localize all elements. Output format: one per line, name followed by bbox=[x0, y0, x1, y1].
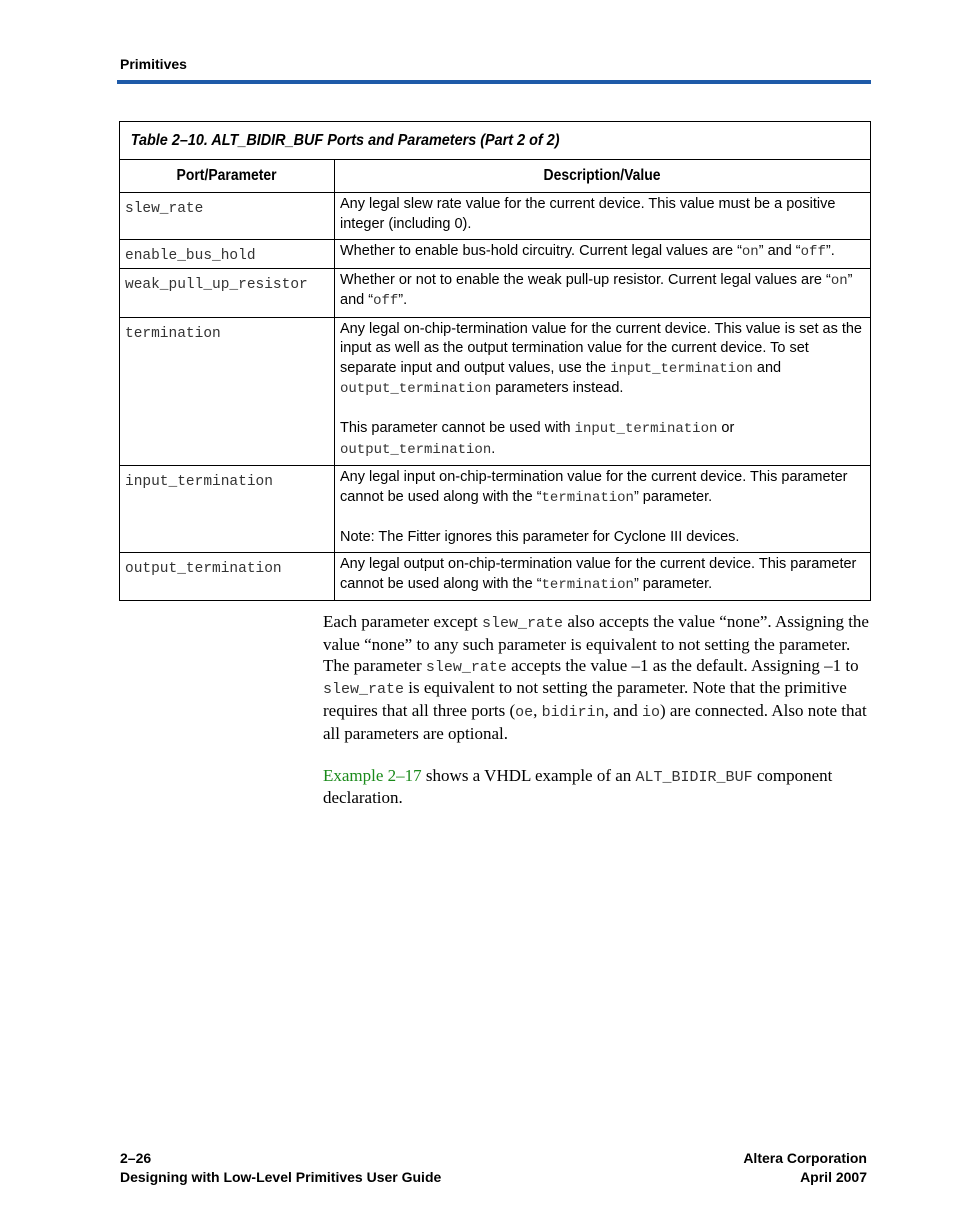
code-term: bidirin bbox=[541, 704, 605, 722]
text-run: parameters instead. bbox=[491, 380, 624, 396]
code-term: off bbox=[373, 293, 399, 309]
code-term: output_termination bbox=[340, 441, 492, 458]
running-header-section: Primitives bbox=[120, 56, 187, 72]
paragraph bbox=[340, 555, 866, 595]
code-term: slew_rate bbox=[425, 658, 507, 676]
table-row bbox=[120, 268, 871, 317]
code-term: termination bbox=[541, 489, 634, 506]
port-name: enable_bus_hold bbox=[120, 240, 335, 269]
port-name: slew_rate bbox=[120, 193, 335, 240]
table-row bbox=[120, 317, 871, 466]
text-run: Any legal slew rate value for the current device. This value must be a positive integer (including 0). bbox=[340, 196, 836, 232]
code-term: slew_rate bbox=[482, 615, 564, 632]
column-header-description bbox=[335, 160, 871, 193]
footer-right bbox=[743, 1149, 867, 1187]
text-run: , bbox=[533, 701, 542, 721]
code-term: oe bbox=[515, 704, 534, 722]
port-name: input_termination bbox=[120, 466, 335, 553]
text-run: ”. bbox=[825, 243, 835, 259]
table-body bbox=[120, 193, 871, 601]
paragraph bbox=[340, 242, 866, 263]
header-rule bbox=[117, 80, 871, 84]
paragraph bbox=[323, 612, 871, 745]
paragraph bbox=[340, 320, 866, 400]
text-run: component declaration. bbox=[323, 765, 833, 808]
body-text bbox=[323, 612, 871, 809]
port-description bbox=[335, 268, 871, 317]
text-run: Any legal on-chip-termination value for the current device. This value is set as the input as well as the output termination value for the current device. To set separate input and output values, use the bbox=[340, 320, 862, 376]
port-description bbox=[335, 240, 871, 269]
paragraph bbox=[340, 271, 866, 312]
port-description bbox=[335, 466, 871, 553]
text-run: Any legal output on-chip-termination value for the current device. This parameter cannot be used along with the “ bbox=[340, 556, 857, 592]
column-header-port-label: Port/Parameter bbox=[176, 167, 278, 184]
table-row bbox=[120, 240, 871, 269]
text-run: and bbox=[752, 359, 782, 376]
code-term: slew_rate bbox=[323, 681, 405, 699]
code-term: off bbox=[800, 244, 826, 260]
port-description bbox=[335, 193, 871, 240]
text-run: or bbox=[717, 420, 735, 436]
code-term: on bbox=[830, 272, 848, 289]
publication-date: April 2007 bbox=[800, 1169, 867, 1185]
cross-reference-link[interactable]: Example 2–17 bbox=[323, 765, 422, 785]
code-term: ALT_BIDIR_BUF bbox=[635, 768, 753, 786]
port-name: output_termination bbox=[120, 553, 335, 601]
text-run: ” and “ bbox=[340, 271, 853, 308]
table-row bbox=[120, 466, 871, 553]
port-name: weak_pull_up_resistor bbox=[120, 268, 335, 317]
paragraph bbox=[340, 195, 866, 234]
column-header-description-label: Description/Value bbox=[543, 167, 662, 184]
port-description bbox=[335, 553, 871, 601]
text-run: accepts the value –1 as the default. Assigning –1 to bbox=[506, 655, 859, 675]
table-caption-text: Table 2–10. ALT_BIDIR_BUF Ports and Parameters (Part 2 of 2) bbox=[130, 131, 560, 149]
table-row bbox=[120, 193, 871, 240]
footer-left bbox=[120, 1149, 441, 1187]
table-caption bbox=[120, 122, 818, 160]
text-run: , and bbox=[604, 701, 642, 721]
text-run: is equivalent to not setting the parameter. Note that the primitive requires that all three ports ( bbox=[323, 678, 847, 721]
text-run: Each parameter except bbox=[323, 612, 483, 631]
text-run: Whether or not to enable the weak pull-up resistor. Current legal values are “ bbox=[340, 271, 831, 288]
text-run: also accepts the value “none”. Assigning the value “none” to any such parameter is equivalent to not setting the parameter. The parameter bbox=[323, 612, 869, 675]
company-name: Altera Corporation bbox=[743, 1150, 867, 1166]
table-row bbox=[120, 553, 871, 601]
guide-title: Designing with Low-Level Primitives User Guide bbox=[120, 1169, 442, 1185]
code-term: input_termination bbox=[574, 421, 718, 437]
text-run: ” and “ bbox=[758, 243, 801, 259]
column-header-port bbox=[120, 160, 335, 193]
text-run: Any legal input on-chip-termination value for the current device. This parameter cannot be used along with the “ bbox=[340, 469, 848, 505]
paragraph bbox=[340, 468, 866, 508]
code-term: io bbox=[641, 704, 660, 722]
text-run: ” parameter. bbox=[633, 488, 713, 505]
paragraph bbox=[340, 419, 866, 460]
text-run: shows a VHDL example of an bbox=[421, 765, 636, 785]
text-run: Whether to enable bus-hold circuitry. Current legal values are “ bbox=[340, 243, 742, 259]
text-run: . bbox=[491, 440, 496, 457]
port-name: termination bbox=[120, 317, 335, 466]
code-term: input_termination bbox=[610, 360, 753, 377]
text-run: Note: The Fitter ignores this parameter for Cyclone III devices. bbox=[340, 528, 740, 545]
paragraph bbox=[323, 766, 871, 810]
text-run: ”. bbox=[398, 292, 408, 308]
paragraph bbox=[340, 528, 866, 548]
text-run: ” parameter. bbox=[633, 575, 713, 592]
code-term: on bbox=[741, 244, 759, 260]
code-term: output_termination bbox=[340, 381, 492, 397]
port-description bbox=[335, 317, 871, 466]
code-term: termination bbox=[541, 576, 634, 593]
ports-parameters-table bbox=[119, 121, 871, 601]
text-run: This parameter cannot be used with bbox=[340, 420, 575, 436]
page-number: 2–26 bbox=[120, 1150, 152, 1166]
text-run: ) are connected. Also note that all parameters are optional. bbox=[323, 701, 867, 743]
